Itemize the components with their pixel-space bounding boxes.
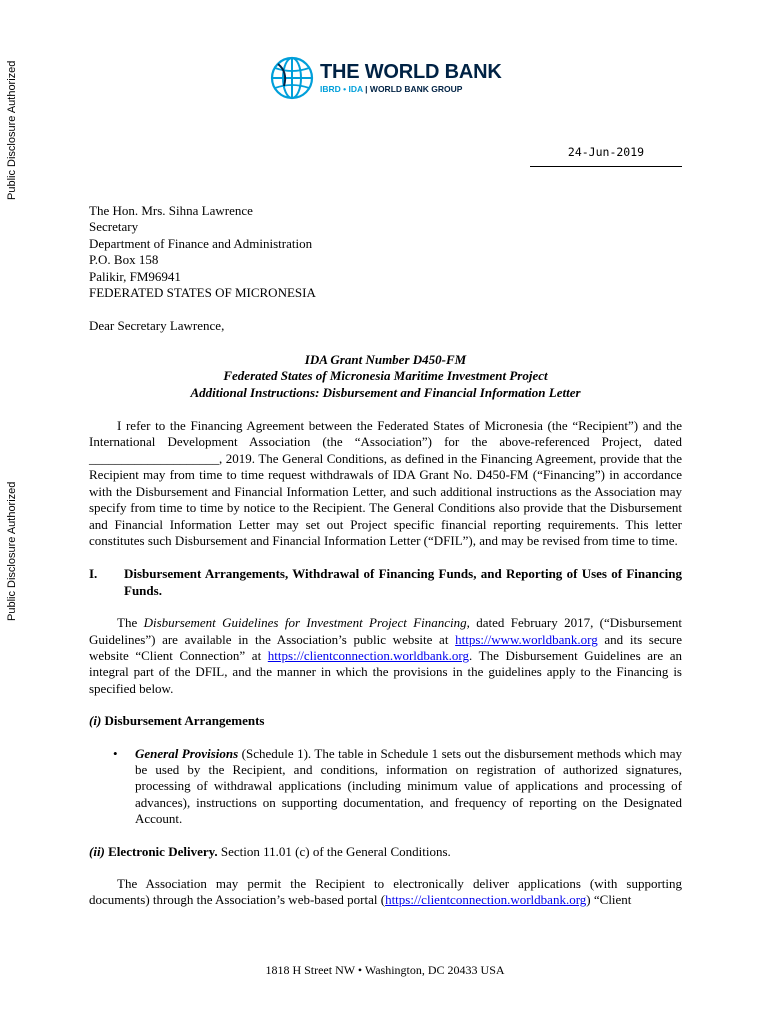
text-run: . The Disbursement Guidelines are an integral part of the DFIL, and the manner in which the provisions in the guidelines apply to the Financing is specified below. — [89, 647, 682, 696]
guidelines-paragraph — [89, 615, 682, 697]
logo-bar: | — [362, 84, 370, 94]
section-heading — [89, 566, 682, 599]
subheading-number: (i) — [89, 713, 102, 729]
address-line: FEDERATED STATES OF MICRONESIA — [89, 285, 316, 301]
logo-title: THE WORLD BANK — [320, 61, 502, 83]
date-underline — [530, 166, 682, 167]
globe-icon — [270, 56, 314, 100]
guidelines-title: Disbursement Guidelines for Investment Project Financing, — [143, 615, 470, 631]
subject-line: Federated States of Micronesia Maritime Investment Project — [223, 368, 548, 384]
disclosure-label-middle: Public Disclosure Authorized — [6, 481, 18, 621]
subheading-title: Electronic Delivery. — [104, 843, 218, 859]
address-line: Palikir, FM96941 — [89, 268, 181, 284]
salutation: Dear Secretary Lawrence, — [89, 318, 225, 334]
subheading-title: Disbursement Arrangements — [101, 713, 265, 729]
bullet-icon: • — [113, 745, 118, 761]
text-run: ) “Client — [586, 892, 632, 908]
letter-footer: 1818 H Street NW • Washington, DC 20433 USA — [265, 963, 505, 977]
address-line: Department of Finance and Administration — [89, 235, 313, 251]
client-connection-link[interactable]: https://clientconnection.worldbank.org — [267, 647, 470, 663]
subheading-number: (ii) — [89, 843, 105, 859]
section-number: I. — [89, 566, 98, 582]
list-item — [89, 746, 682, 828]
logo-group: WORLD BANK GROUP — [369, 84, 463, 94]
address-line: Secretary — [89, 219, 139, 235]
letter-body — [89, 203, 682, 909]
subheading-electronic — [89, 844, 682, 860]
intro-paragraph: I refer to the Financing Agreement between the Federated States of Micronesia (the “Recipient”) and the International Development Association (the “Association”) for the above-referenced Project, dated ____________________, 2019. The General Conditions, as defined in the Financing Agreement, provide that the Recipient may from time to time request withdrawals of IDA Grant No. D450-FM (“Financing”) in accordance with the Disbursement and Financial Information Letter, and such additional instructions as the Association may specify from time to time by notice to the Recipient. The General Conditions also provide that the Disbursement and Financial Information Letter may set out Project specific financial reporting requirements. This letter constitutes such Disbursement and Financial Information Letter (“DFIL”), and may be revised from time to time. — [89, 418, 682, 548]
section-title: Disbursement Arrangements, Withdrawal of Financing Funds, and Reporting of Uses of Financing Funds. — [124, 566, 682, 598]
subject-line: Additional Instructions: Disbursement and Financial Information Letter — [190, 384, 581, 400]
text-run: Section 11.01 (c) of the General Conditions. — [217, 843, 451, 859]
logo-sep: • — [340, 84, 349, 94]
worldbank-link[interactable]: https://www.worldbank.org — [455, 631, 598, 647]
electronic-paragraph — [89, 876, 682, 909]
text-run: (Schedule 1). The table in Schedule 1 sets out the disbursement methods which may be used by the Recipient, and conditions, information on registration of authorized signatures, processing of withdrawal applications (including minimum value of applications and processing of advances), instructions on supporting documentation, and frequency of reporting on the Designated Account. — [135, 745, 682, 827]
recipient-address — [89, 203, 682, 301]
subject-line: IDA Grant Number D450-FM — [304, 351, 467, 367]
text-run: The Association may permit the Recipient to electronically deliver applications (with supporting documents) through the Association’s web-based portal ( — [89, 876, 682, 908]
disclosure-label-top: Public Disclosure Authorized — [6, 60, 18, 200]
address-line: The Hon. Mrs. Sihna Lawrence — [89, 203, 253, 218]
logo-ibrd: IBRD — [320, 84, 341, 94]
address-line: P.O. Box 158 — [89, 252, 159, 268]
bullet-title: General Provisions — [135, 745, 239, 761]
logo-subtitle — [320, 83, 502, 95]
subject-block — [89, 352, 682, 401]
bullet-text — [135, 746, 682, 828]
world-bank-logo — [270, 56, 502, 100]
letter-date: 24-Jun-2019 — [567, 145, 645, 159]
text-run: The — [117, 615, 144, 631]
text-run: dated February 2017, (“Disbursement Guidelines”) are available in the Association’s public website at — [89, 615, 682, 647]
subheading-disbursement — [89, 713, 682, 729]
logo-ida: IDA — [348, 84, 363, 94]
text-run: and its secure website “Client Connection” at — [89, 631, 682, 663]
client-connection-link[interactable]: https://clientconnection.worldbank.org — [385, 892, 587, 908]
